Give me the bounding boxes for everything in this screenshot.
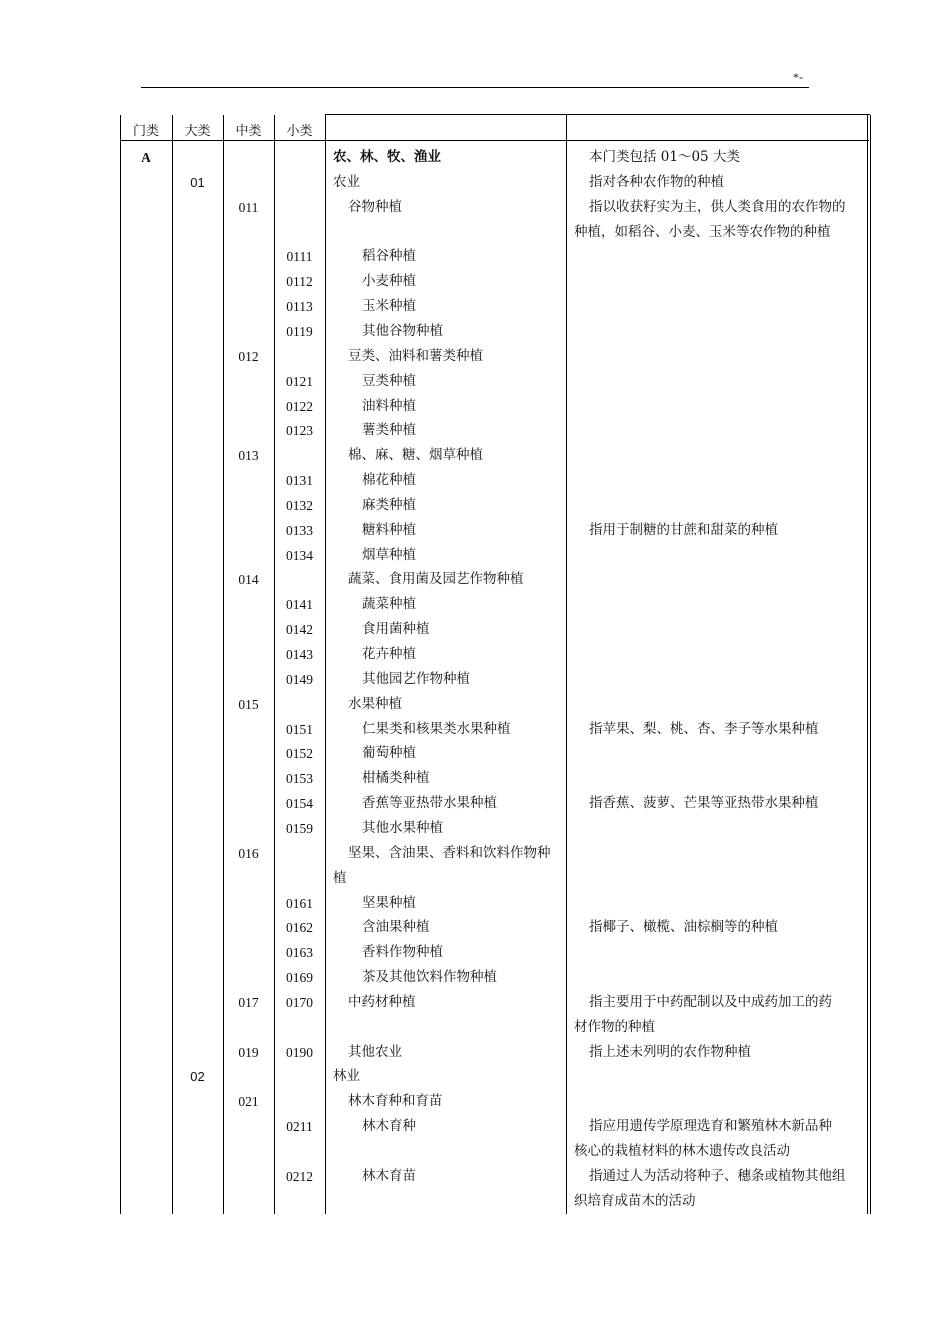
- dalei-code: 02: [190, 1069, 205, 1085]
- category-name: 谷物种植: [348, 198, 402, 215]
- table-row: [0, 791, 950, 816]
- xiaolei-code: 0142: [286, 622, 313, 638]
- zhonglei-code: 015: [238, 696, 259, 712]
- zhonglei-code: 017: [238, 994, 259, 1010]
- table-row: [0, 269, 950, 294]
- category-name: 豆类、油料和薯类种植: [348, 347, 483, 364]
- header-xiaolei: 小类: [286, 124, 313, 139]
- xiaolei-code: 0143: [286, 647, 313, 662]
- category-description: 指对各种农作物的种植: [589, 173, 724, 190]
- table-row: [0, 418, 950, 443]
- header-menlei: 门类: [132, 124, 159, 139]
- table-row: [0, 518, 950, 543]
- category-name: 其他农业: [348, 1043, 402, 1060]
- category-description: 指椰子、橄榄、油棕榈等的种植: [589, 919, 778, 936]
- category-name: 蔬菜种植: [362, 596, 416, 613]
- table-row: [0, 841, 950, 891]
- xiaolei-code: 0152: [286, 746, 313, 762]
- xiaolei-code: 0141: [286, 597, 313, 613]
- category-description: 指主要用于中药配制以及中成药加工的药: [589, 993, 832, 1010]
- category-name: 糖料种植: [362, 521, 416, 538]
- xiaolei-code: 0121: [286, 373, 313, 389]
- table-row: [0, 617, 950, 642]
- table-row: [0, 1114, 950, 1164]
- xiaolei-code: 0132: [286, 497, 313, 513]
- xiaolei-code: 0134: [286, 547, 313, 563]
- xiaolei-code: 0133: [286, 522, 313, 538]
- xiaolei-code: 0111: [286, 249, 313, 265]
- table-row: [0, 1040, 950, 1065]
- xiaolei-code: 0154: [286, 796, 313, 812]
- table-row: [0, 319, 950, 344]
- category-name: 坚果种植: [362, 894, 416, 911]
- xiaolei-code: 0159: [286, 820, 313, 836]
- zhonglei-code: 012: [238, 348, 259, 364]
- table-row: [0, 940, 950, 965]
- xiaolei-code: 0122: [286, 398, 313, 414]
- table-row: [0, 667, 950, 692]
- xiaolei-code: 0123: [286, 423, 313, 439]
- table-row: [0, 294, 950, 319]
- category-name: 麻类种植: [362, 496, 416, 513]
- xiaolei-code: 0163: [286, 945, 313, 961]
- category-name: 坚果、含油果、香料和饮料作物种: [348, 844, 551, 861]
- category-name: 稻谷种植: [362, 248, 416, 265]
- zhonglei-code: 021: [238, 1094, 259, 1110]
- table-row: [0, 717, 950, 742]
- category-name: 油料种植: [362, 397, 416, 414]
- category-description: 指以收获籽实为主，供人类食用的农作物的: [589, 198, 846, 215]
- page-header-mark: *-: [793, 70, 803, 84]
- menlei-code: A: [141, 150, 151, 165]
- category-description: 核心的栽植材料的林木遗传改良活动: [574, 1142, 790, 1159]
- table-row: [0, 195, 950, 245]
- category-name: 农业: [333, 173, 360, 190]
- table-row: [0, 468, 950, 493]
- category-name: 茶及其他饮料作物种植: [362, 969, 497, 986]
- table-row: [0, 965, 950, 990]
- zhonglei-code: 014: [238, 572, 259, 588]
- category-name: 中药材种植: [348, 993, 416, 1010]
- table-row: [0, 692, 950, 717]
- xiaolei-code: 0169: [286, 970, 313, 986]
- table-row: [0, 990, 950, 1040]
- table-row: [0, 891, 950, 916]
- xiaolei-code: 0113: [286, 299, 313, 315]
- category-name: 其他水果种植: [362, 819, 443, 836]
- category-name: 香蕉等亚热带水果种植: [362, 795, 497, 812]
- category-name: 烟草种植: [362, 546, 416, 563]
- table-row: [0, 642, 950, 667]
- category-name: 林木育种和育苗: [348, 1093, 443, 1110]
- table-row: [0, 567, 950, 592]
- table-row: [0, 493, 950, 518]
- table-row: [0, 344, 950, 369]
- category-name: 葡萄种植: [362, 745, 416, 762]
- category-name: 林木育种: [362, 1118, 416, 1135]
- category-name: 食用菌种植: [362, 621, 430, 638]
- xiaolei-code: 0211: [286, 1119, 313, 1135]
- category-name: 含油果种植: [362, 919, 430, 936]
- header-cell-top: [566, 114, 870, 115]
- category-name: 农、林、牧、渔业: [333, 149, 441, 165]
- xiaolei-code: 0170: [286, 994, 313, 1010]
- category-name: 水果种植: [348, 695, 402, 712]
- header-dalei: 大类: [184, 124, 211, 139]
- table-row: [0, 915, 950, 940]
- table-row: [0, 394, 950, 419]
- category-name: 花卉种植: [362, 646, 416, 662]
- zhonglei-code: 011: [238, 199, 259, 215]
- category-description: 织培育成苗木的活动: [574, 1192, 696, 1209]
- category-description: 本门类包括 01～05 大类: [589, 149, 740, 165]
- xiaolei-code: 0161: [286, 895, 313, 911]
- zhonglei-code: 016: [238, 845, 259, 861]
- table-row: [0, 741, 950, 766]
- category-description: 指香蕉、菠萝、芒果等亚热带水果种植: [589, 795, 819, 812]
- xiaolei-code: 0162: [286, 920, 313, 936]
- xiaolei-code: 0119: [286, 323, 313, 339]
- category-name: 柑橘类种植: [362, 770, 430, 787]
- table-row: [0, 816, 950, 841]
- table-row: [0, 766, 950, 791]
- category-name: 香料作物种植: [362, 944, 443, 961]
- xiaolei-code: 0190: [286, 1044, 313, 1060]
- header-rule: [141, 87, 809, 88]
- dalei-code: 01: [190, 174, 205, 190]
- category-name: 林业: [333, 1068, 360, 1085]
- table-row: [0, 543, 950, 568]
- category-description: 种植，如稻谷、小麦、玉米等农作物的种植: [574, 223, 831, 240]
- table-row: [0, 244, 950, 269]
- category-description: 指应用遗传学原理选育和繁殖林木新品种: [589, 1118, 832, 1135]
- table-row: [0, 170, 950, 195]
- xiaolei-code: 0131: [286, 473, 313, 489]
- category-description: 指苹果、梨、桃、杏、李子等水果种植: [589, 720, 819, 737]
- xiaolei-code: 0212: [286, 1168, 313, 1184]
- category-name: 棉、麻、糖、烟草种植: [348, 447, 483, 464]
- category-name: 仁果类和核果类水果种植: [362, 720, 511, 737]
- xiaolei-code: 0153: [286, 771, 313, 787]
- header-zhonglei: 中类: [235, 124, 262, 139]
- zhonglei-code: 019: [238, 1044, 259, 1060]
- category-name: 其他园艺作物种植: [362, 670, 470, 687]
- table-header-divider: [120, 140, 869, 141]
- category-name: 蔬菜、食用菌及园艺作物种植: [348, 571, 524, 588]
- xiaolei-code: 0112: [286, 274, 313, 290]
- table-row: [0, 145, 950, 170]
- table-row: [0, 1164, 950, 1214]
- xiaolei-code: 0151: [286, 721, 313, 737]
- category-name: 玉米种植: [362, 298, 416, 315]
- category-name: 林木育苗: [362, 1167, 416, 1184]
- table-row: [0, 443, 950, 468]
- table-row: [0, 1064, 950, 1089]
- table-row: [0, 592, 950, 617]
- category-description: 指通过人为活动将种子、穗条或植物其他组: [589, 1167, 846, 1184]
- xiaolei-code: 0149: [286, 671, 313, 687]
- category-name: 豆类种植: [362, 372, 416, 389]
- zhonglei-code: 013: [238, 448, 259, 464]
- category-name: 小麦种植: [362, 273, 416, 290]
- category-name: 棉花种植: [362, 472, 416, 489]
- category-description: 指上述未列明的农作物种植: [589, 1043, 751, 1060]
- category-description: 材作物的种植: [574, 1018, 655, 1035]
- table-row: [0, 369, 950, 394]
- category-name: 其他谷物种植: [362, 322, 443, 339]
- category-name-continued: 植: [333, 869, 347, 886]
- category-description: 指用于制糖的甘蔗和甜菜的种植: [589, 521, 778, 538]
- category-name: 薯类种植: [362, 422, 416, 439]
- table-row: [0, 1089, 950, 1114]
